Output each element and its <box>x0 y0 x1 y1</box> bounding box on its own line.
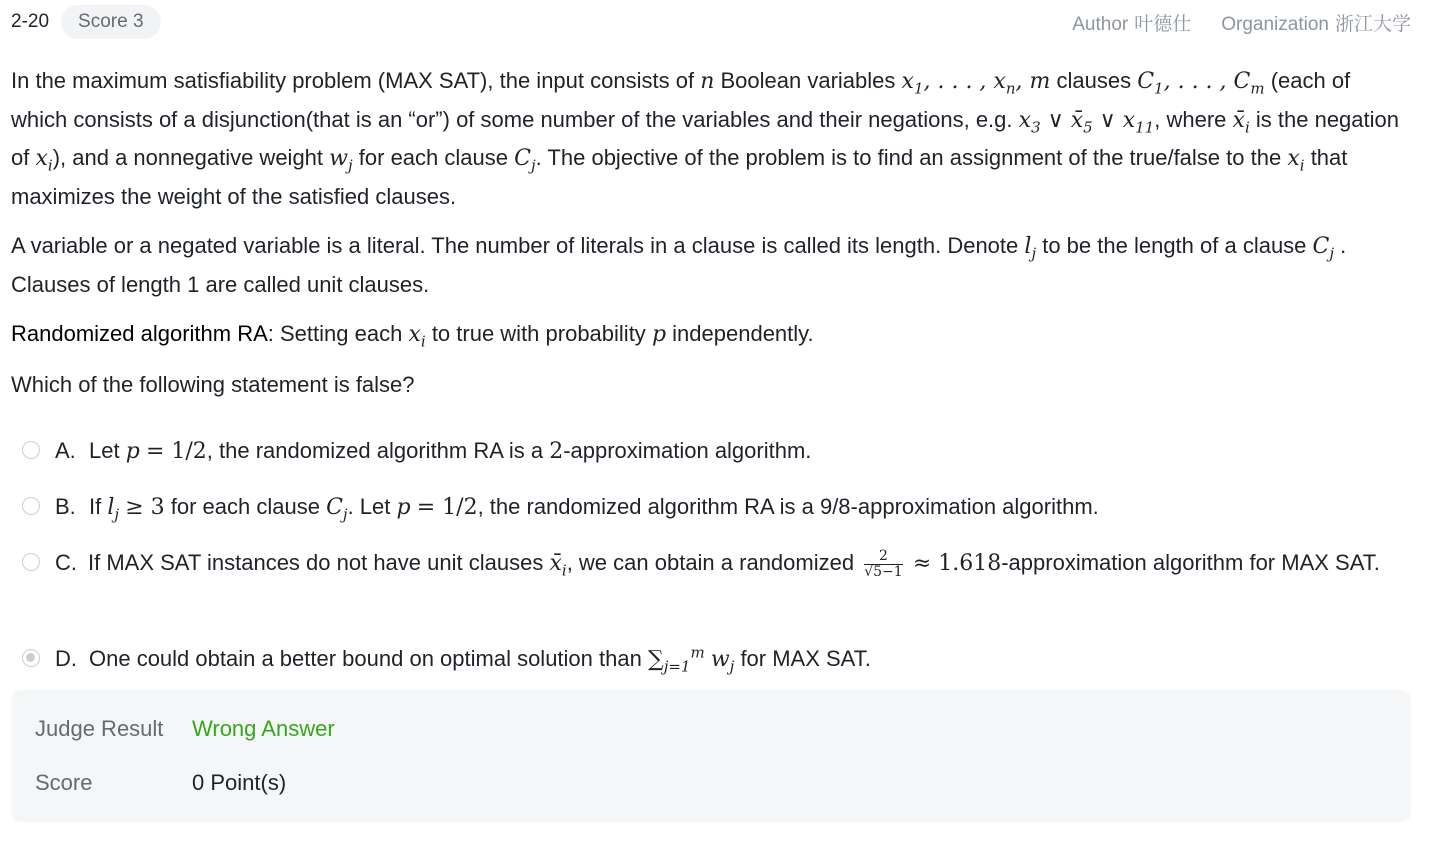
option-c-letter: C. <box>55 550 77 575</box>
problem-paragraph-2: A variable or a negated variable is a literal. The number of literals in a clause is called its length. Denote $l_j$ to be the length of a clause $C_j$ . Clauses of length 1 are called unit clauses. <box>11 233 1347 297</box>
option-a-radio[interactable] <box>22 441 40 459</box>
option-c-text: If MAX SAT instances do not have unit clauses $x̄_i$, we can obtain a randomized $\frac{2}{√5-1}$ ≈ 1.618-approximation algorithm for MAX SAT. <box>88 547 1380 580</box>
problem-statement <box>11 62 1406 403</box>
option-c-radio[interactable] <box>22 553 40 571</box>
judge-result-label: Judge Result <box>35 716 164 741</box>
option-a-letter: A. <box>55 438 76 463</box>
judge-result-value: Wrong Answer <box>192 716 335 741</box>
problem-paragraph-1: In the maximum satisfiability problem (MAX SAT), the input consists of n Boolean variables $x_1$, . . . , $x_n$, m clauses $C_1$, . . . , $C_m$ (each of which consists of a disjunction(that is an “or”) of some number of the variables and their negations, e.g. $x_3$ ∨ $x̄_5$ ∨ $x_{11}$, where $x̄_i$ is the negation of $x_i$), and a nonnegative weight $w_j$ for each clause $C_j$. The objective of the problem is to find an assignment of the true/false to the $x_i$ that maximizes the weight of the satisfied clauses. <box>11 68 1399 209</box>
option-c[interactable] <box>22 542 1412 585</box>
option-a[interactable] <box>22 430 1430 473</box>
problem-paragraph-3: Randomized algorithm RA: Setting each $x_i$ to true with probability p independently. <box>11 321 814 351</box>
option-d-radio[interactable] <box>22 649 40 667</box>
question-meta <box>1072 9 1411 36</box>
option-d-letter: D. <box>55 646 77 671</box>
option-d-text: One could obtain a better bound on optimal solution than $\sum_{j=1}^m$ $w_j$ for MAX SAT. <box>89 643 871 676</box>
score-value: 0 Point(s) <box>192 770 287 795</box>
organization-name: 浙江大学 <box>1334 13 1411 35</box>
author-info <box>1072 9 1191 36</box>
option-a-text: Let p = 1/2, the randomized algorithm RA is a 2-approximation algorithm. <box>89 438 812 464</box>
algorithm-name: Randomized algorithm RA <box>11 321 268 346</box>
option-b-text: If $l_j \ge 3$ for each clause $C_j$. Let p = 1/2, the randomized algorithm RA is a 9/8-approximation algorithm. <box>89 494 1099 524</box>
judge-result-panel <box>11 690 1411 822</box>
score-label: Score <box>35 770 93 795</box>
question-prompt: Which of the following statement is false? <box>11 371 415 397</box>
organization-label: Organization <box>1221 13 1329 35</box>
option-b-radio[interactable] <box>22 497 40 515</box>
option-b[interactable] <box>22 486 1430 529</box>
organization-info <box>1221 9 1411 36</box>
option-d[interactable] <box>22 638 1430 681</box>
author-label: Author <box>1072 13 1129 35</box>
fraction-2-over-sqrt5-minus-1: $\frac{2}{√5-1}$ <box>864 547 903 580</box>
score-badge: Score 3 <box>61 5 160 39</box>
judge-result-row <box>35 716 335 742</box>
question-id: 2-20 <box>11 11 50 32</box>
option-b-letter: B. <box>55 494 76 519</box>
score-row <box>35 770 286 796</box>
author-name: 叶德仕 <box>1134 13 1192 35</box>
question-header <box>11 3 1411 41</box>
